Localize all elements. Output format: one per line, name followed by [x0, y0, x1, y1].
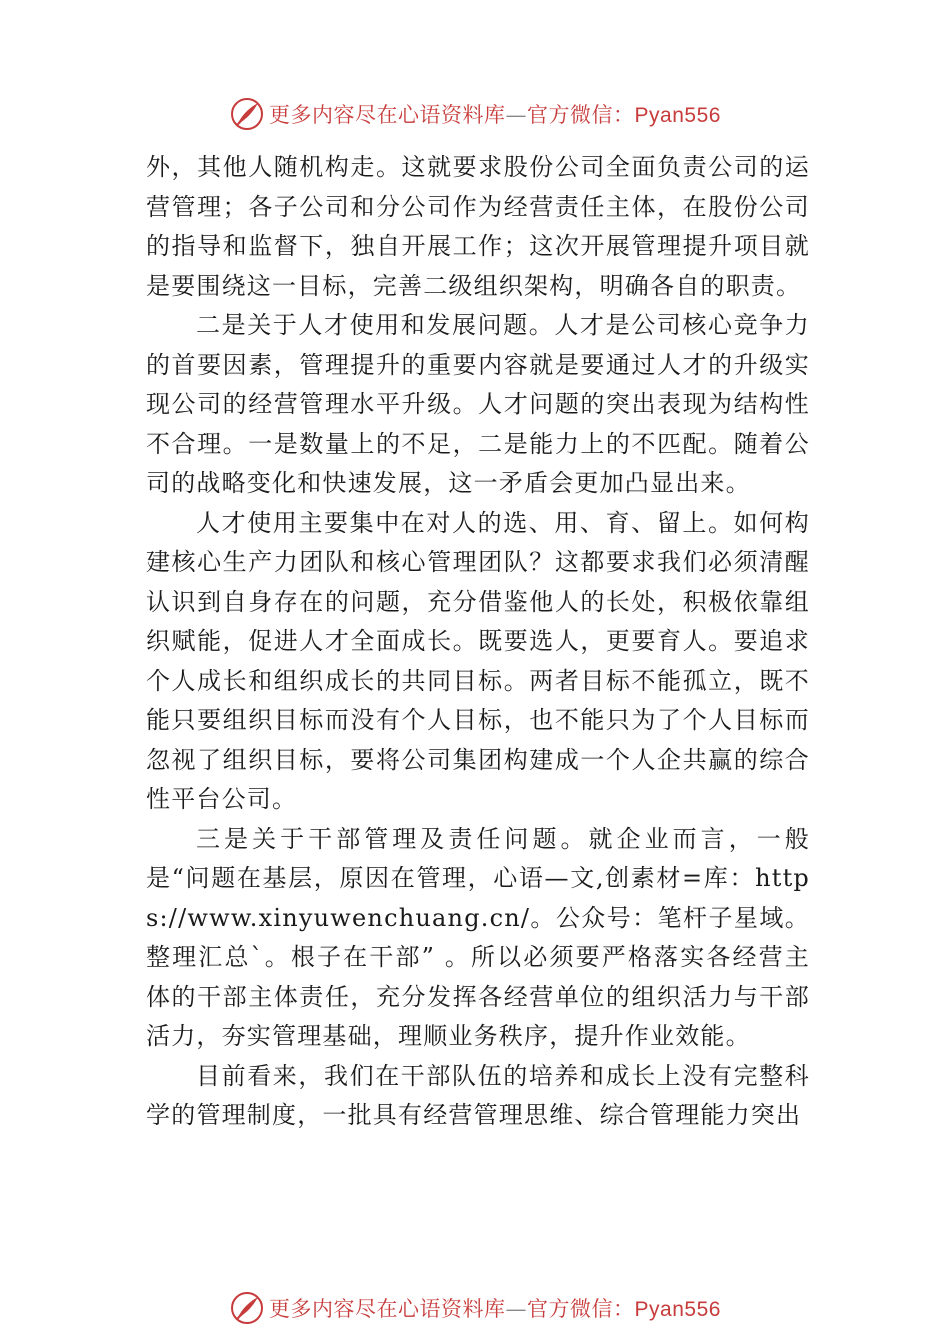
header-label: 官方微信： — [527, 103, 635, 127]
footer-separator: — — [505, 1297, 528, 1321]
footer-watermark — [0, 1288, 950, 1328]
header-wechat-id: Pyan556 — [634, 104, 721, 127]
document-body — [146, 148, 810, 1136]
header-watermark — [0, 94, 950, 134]
quill-logo-icon — [229, 96, 265, 132]
header-brand: 更多内容尽在心语资料库 — [269, 103, 506, 127]
quill-logo-icon — [229, 1290, 265, 1326]
footer-wechat-id: Pyan556 — [634, 1298, 721, 1321]
paragraph-1: 外，其他人随机构走。这就要求股份公司全面负责公司的运营管理；各子公司和分公司作为经营责任主体，在股份公司的指导和监督下，独自开展工作；这次开展管理提升项目就是要围绕这一目标，完善二级组织架构，明确各自的职责。 — [146, 153, 810, 300]
paragraph-5: 目前看来，我们在干部队伍的培养和成长上没有完整科学的管理制度，一批具有经营管理思维、综合管理能力突出 — [146, 1061, 810, 1129]
footer-brand: 更多内容尽在心语资料库 — [269, 1297, 506, 1321]
paragraph-3: 人才使用主要集中在对人的选、用、育、留上。如何构建核心生产力团队和核心管理团队？这都要求我们必须清醒认识到自身存在的问题，充分借鉴他人的长处，积极依靠组织赋能，促进人才全面成长。既要选人，更要育人。要追求个人成长和组织成长的共同目标。两者目标不能孤立，既不能只要组织目标而没有个人目标，也不能只为了个人目标而忽视了组织目标，要将公司集团构建成一个人企共赢的综合性平台公司。 — [146, 508, 810, 813]
paragraph-2: 二是关于人才使用和发展问题。人才是公司核心竞争力的首要因素，管理提升的重要内容就是要通过人才的升级实现公司的经营管理水平升级。人才问题的突出表现为结构性不合理。一是数量上的不足，二是能力上的不匹配。随着公司的战略变化和快速发展，这一矛盾会更加凸显出来。 — [146, 311, 810, 497]
paragraph-4: 三是关于干部管理及责任问题。就企业而言，一般是“问题在基层，原因在管理，心语—文,创素材=库：https://www.xinyuwenchuang.cn/。公众号：笔杆子星域。整理汇总`。根子在干部” 。所以必须要严格落实各经营主体的干部主体责任，充分发挥各经营单位的组织活力与干部活力，夯实管理基础，理顺业务秩序，提升作业效能。 — [146, 824, 810, 1050]
header-separator: — — [505, 103, 528, 127]
footer-label: 官方微信： — [527, 1297, 635, 1321]
